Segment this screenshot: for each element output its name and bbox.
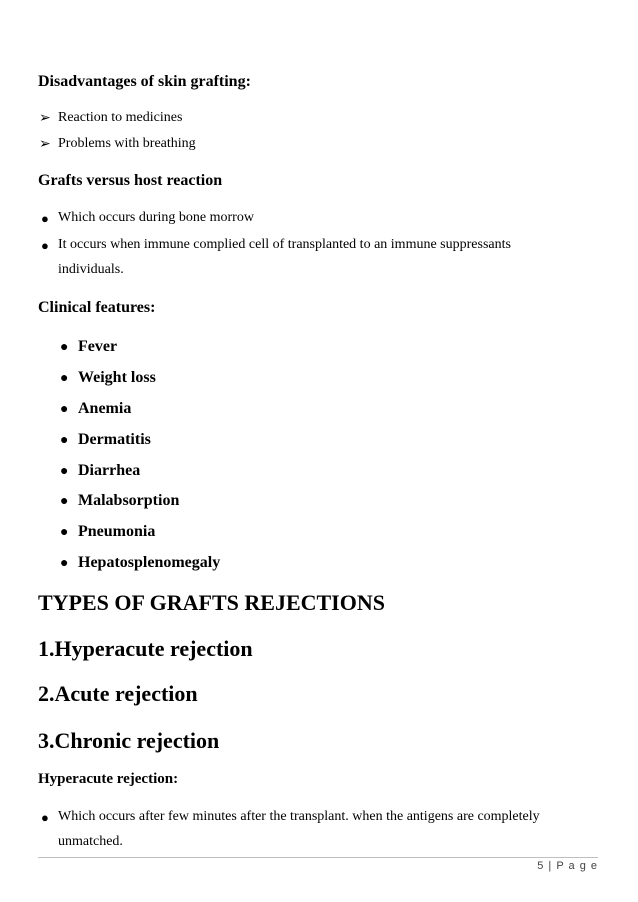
rejection-type-item: 3.Chronic rejection (38, 728, 220, 753)
clinical-item: Anemia (78, 400, 132, 417)
bullet-icon: ● (60, 494, 69, 509)
section-heading-types: TYPES OF GRAFTS REJECTIONS (38, 590, 385, 615)
rejection-type-item: 1.Hyperacute rejection (38, 636, 253, 661)
clinical-item: Malabsorption (78, 492, 180, 509)
list-item: It occurs when immune complied cell of transplanted to an immune suppressants (58, 237, 511, 252)
clinical-item: Fever (78, 338, 118, 355)
bullet-icon: ● (60, 433, 69, 448)
bullet-icon: ● (41, 238, 49, 253)
bullet-icon: ● (60, 525, 69, 540)
arrow-bullet-icon: ➢ (39, 137, 51, 152)
section-heading-clinical: Clinical features: (38, 299, 156, 316)
bullet-icon: ● (60, 464, 69, 479)
footer-divider (38, 857, 598, 858)
page-number-footer: 5 | P a g e (537, 860, 598, 872)
bullet-icon: ● (60, 556, 69, 571)
section-heading-gvh: Grafts versus host reaction (38, 172, 223, 189)
section-heading-disadvantages: Disadvantages of skin grafting: (38, 73, 251, 90)
section-heading-hyperacute: Hyperacute rejection: (38, 771, 179, 787)
bullet-icon: ● (60, 371, 69, 386)
list-item: Which occurs during bone morrow (58, 210, 254, 225)
clinical-item: Dermatitis (78, 431, 151, 448)
bullet-icon: ● (60, 402, 69, 417)
arrow-bullet-icon: ➢ (39, 111, 51, 126)
list-item: Which occurs after few minutes after the transplant. when the antigens are completely (58, 809, 540, 824)
bullet-icon: ● (41, 810, 49, 825)
list-item-continuation: individuals. (58, 262, 124, 277)
bullet-icon: ● (41, 211, 49, 226)
clinical-item: Diarrhea (78, 462, 141, 479)
list-item: Reaction to medicines (58, 110, 183, 125)
rejection-type-item: 2.Acute rejection (38, 681, 198, 706)
bullet-icon: ● (60, 340, 69, 355)
clinical-item: Weight loss (78, 369, 156, 386)
list-item-continuation: unmatched. (58, 834, 123, 849)
clinical-item: Pneumonia (78, 523, 156, 540)
list-item: Problems with breathing (58, 136, 196, 151)
clinical-item: Hepatosplenomegaly (78, 554, 221, 571)
